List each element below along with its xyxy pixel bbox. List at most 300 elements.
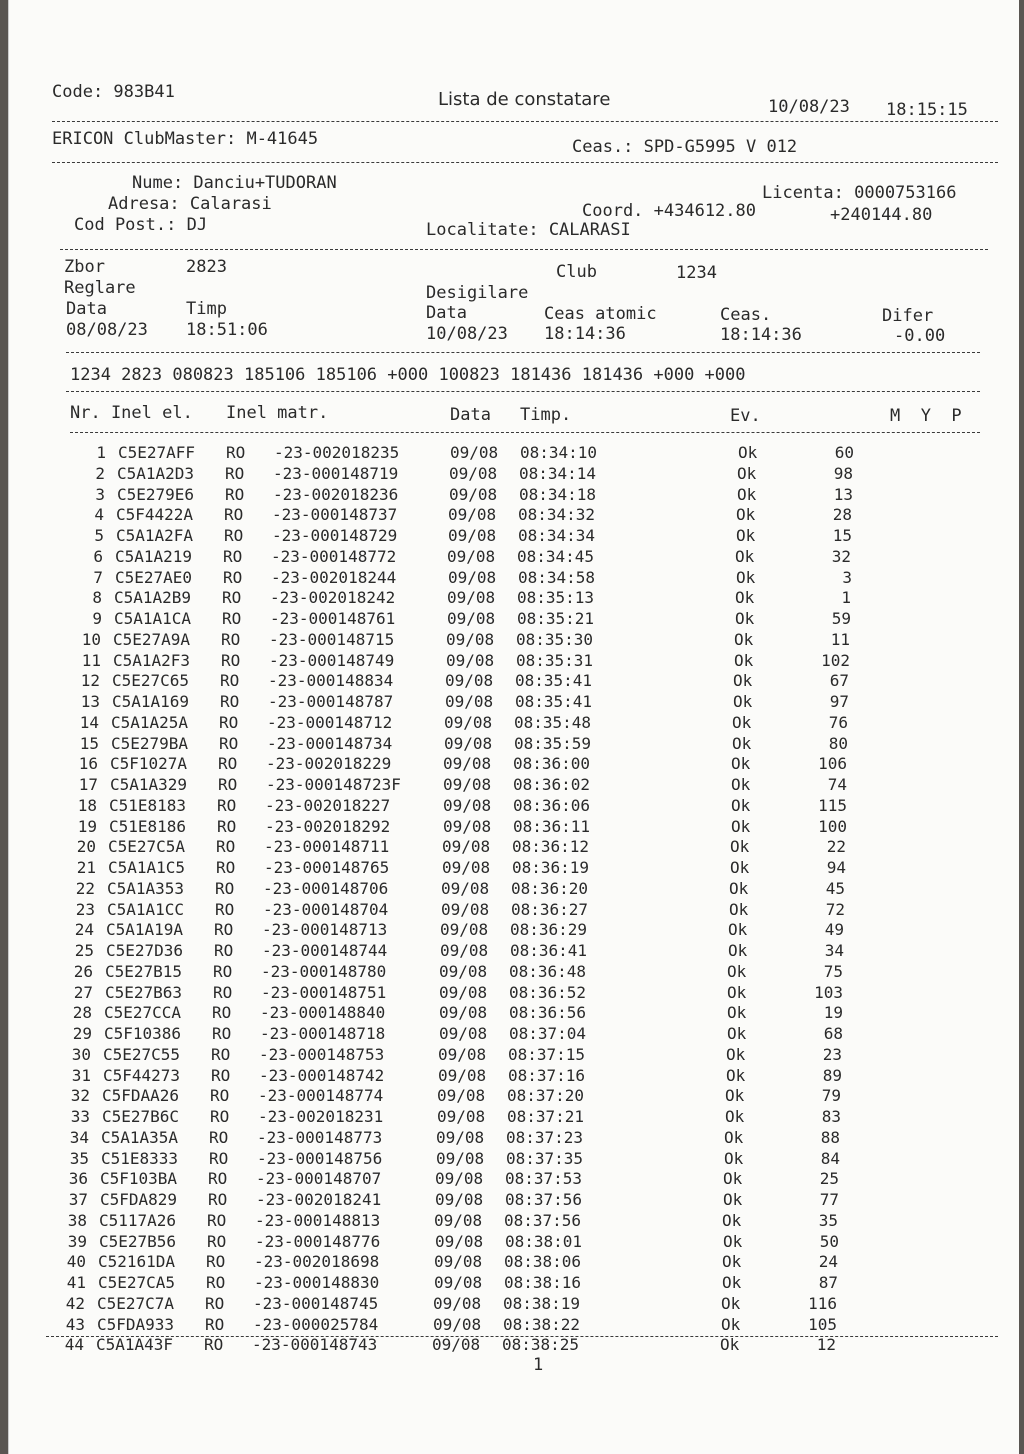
position-value: 116 [808, 1293, 837, 1313]
position-value: 72 [825, 899, 845, 919]
arrival-date: 09/08 [444, 733, 493, 753]
row-number: 9 [92, 609, 102, 628]
ring-country: RO [209, 1127, 229, 1147]
ring-electronic: C5E27A9A [113, 629, 191, 649]
ring-country: RO [225, 484, 245, 504]
arrival-time: 08:35:41 [515, 671, 593, 691]
position-value: 74 [827, 775, 847, 794]
event-status: Ok [723, 1190, 743, 1209]
event-status: Ok [731, 775, 751, 794]
table-row [0, 1273, 1024, 1293]
atomic-clock-label: Ceas atomic [544, 304, 657, 324]
ring-registration: -23-002018244 [271, 567, 397, 587]
ring-registration: -23-000148712 [267, 712, 393, 732]
separator [66, 352, 980, 353]
arrival-date: 09/08 [437, 1086, 486, 1106]
arrival-date: 09/08 [450, 443, 499, 462]
clock-label: Ceas. [720, 305, 772, 325]
table-row [0, 1045, 1024, 1065]
unsealing-date: 10/08/23 [426, 324, 508, 344]
ring-country: RO [220, 692, 240, 711]
ring-registration: -23-000148723F [266, 775, 401, 794]
arrival-date: 09/08 [435, 1190, 484, 1209]
arrival-date: 09/08 [448, 505, 497, 525]
ring-country: RO [211, 1044, 231, 1064]
arrival-time: 08:38:06 [504, 1252, 582, 1272]
event-status: Ok [726, 1044, 746, 1064]
col-header-time: Timp. [520, 405, 572, 425]
ring-electronic: C5A1A19A [106, 920, 184, 940]
event-status: Ok [730, 837, 750, 857]
event-status: Ok [732, 733, 752, 753]
event-status: Ok [723, 1169, 743, 1189]
position-value: 88 [820, 1127, 840, 1147]
arrival-time: 08:35:41 [515, 692, 593, 711]
ring-country: RO [215, 878, 235, 898]
arrival-date: 09/08 [436, 1127, 485, 1147]
row-number: 7 [93, 567, 103, 587]
position-value: 49 [824, 920, 844, 940]
clock-id: Ceas.: SPD-G5995 V 012 [572, 137, 798, 157]
separator [66, 391, 980, 392]
row-number: 28 [72, 1003, 92, 1023]
position-value: 94 [826, 858, 846, 877]
arrival-time: 08:35:30 [516, 629, 594, 649]
table-row [0, 837, 1024, 857]
arrival-time: 08:35:48 [514, 712, 592, 732]
arrival-time: 08:36:11 [513, 816, 591, 836]
position-value: 80 [828, 733, 848, 753]
row-number: 17 [78, 775, 98, 794]
event-status: Ok [725, 1086, 745, 1106]
event-status: Ok [727, 982, 747, 1002]
setting-time: 18:51:06 [186, 320, 268, 340]
row-number: 8 [92, 588, 102, 608]
position-value: 35 [818, 1210, 838, 1230]
ring-electronic: C5A1A25A [111, 712, 189, 732]
event-status: Ok [721, 1314, 741, 1334]
event-status: Ok [722, 1252, 742, 1272]
ring-registration: -23-000148753 [259, 1044, 385, 1064]
arrival-time: 08:37:35 [506, 1148, 584, 1168]
ring-electronic: C5F44273 [103, 1065, 181, 1085]
event-status: Ok [731, 816, 751, 836]
position-value: 76 [828, 712, 848, 732]
position-value: 34 [824, 941, 844, 960]
setting-label: Reglare [64, 278, 136, 298]
ring-electronic: C5FDAA26 [102, 1086, 180, 1106]
ring-country: RO [212, 1024, 232, 1043]
event-status: Ok [736, 526, 756, 545]
col-header-nr-ring: Nr. Inel el. [70, 403, 193, 423]
arrival-date: 09/08 [433, 1314, 482, 1334]
table-row [0, 692, 1024, 712]
row-number: 33 [70, 1107, 90, 1126]
table-row [0, 443, 1024, 463]
row-number: 22 [75, 878, 95, 898]
arrival-time: 08:37:23 [506, 1127, 584, 1147]
arrival-time: 08:38:01 [505, 1231, 583, 1251]
ring-country: RO [205, 1314, 225, 1334]
ring-country: RO [214, 941, 234, 960]
position-value: 3 [842, 567, 852, 587]
arrival-date: 09/08 [434, 1210, 483, 1230]
row-number: 40 [66, 1252, 86, 1272]
table-row [0, 464, 1024, 484]
position-value: 59 [831, 609, 851, 628]
ring-country: RO [215, 899, 235, 919]
arrival-time: 08:35:21 [517, 609, 595, 628]
arrival-date: 09/08 [439, 1003, 488, 1023]
event-status: Ok [725, 1107, 745, 1126]
atomic-clock-time: 18:14:36 [544, 324, 626, 344]
ring-country: RO [221, 650, 241, 670]
table-row [0, 1294, 1024, 1314]
col-header-date: Data [450, 405, 491, 425]
print-date: 10/08/23 [768, 97, 850, 117]
coordinates-second: +240144.80 [830, 205, 933, 225]
ring-electronic: C5A1A1CC [107, 899, 185, 919]
arrival-date: 09/08 [435, 1169, 484, 1189]
ring-registration: -23-002018227 [265, 795, 391, 815]
ring-registration: -23-000148761 [270, 609, 396, 628]
ring-registration: -23-000148840 [260, 1003, 386, 1023]
position-value: 13 [833, 484, 853, 504]
row-number: 15 [79, 733, 99, 753]
ring-registration: -23-000148772 [271, 546, 397, 566]
unsealing-date-label: Data [426, 303, 467, 323]
difference-label: Difer [882, 306, 934, 326]
ring-registration: -23-000025784 [253, 1314, 379, 1334]
row-number: 12 [80, 671, 100, 691]
table-row [0, 1211, 1024, 1231]
arrival-time: 08:37:04 [509, 1024, 587, 1043]
ring-country: RO [205, 1293, 225, 1313]
table-row [0, 1128, 1024, 1148]
license-number: Licenta: 0000753166 [762, 183, 957, 203]
arrival-time: 08:38:16 [504, 1273, 582, 1292]
event-status: Ok [732, 712, 752, 732]
ring-electronic: C5E27C55 [103, 1044, 181, 1064]
ring-registration: -23-000148756 [257, 1148, 383, 1168]
event-status: Ok [722, 1210, 742, 1230]
ring-country: RO [213, 982, 233, 1002]
ring-electronic: C5E27B6C [102, 1107, 180, 1126]
ring-registration: -23-002018698 [254, 1252, 380, 1272]
arrival-date: 09/08 [446, 650, 495, 670]
ring-electronic: C5E27C7A [97, 1293, 175, 1313]
club-label: Club [556, 262, 597, 282]
ring-registration: -23-000148830 [254, 1273, 380, 1292]
table-row [0, 485, 1024, 505]
table-row [0, 1107, 1024, 1127]
arrival-date: 09/08 [433, 1293, 482, 1313]
ring-registration: -23-000148715 [269, 629, 395, 649]
position-value: 1 [841, 588, 851, 608]
event-status: Ok [720, 1335, 740, 1355]
ring-country: RO [212, 1003, 232, 1023]
row-number: 1 [96, 443, 106, 462]
ring-registration: -23-000148718 [260, 1024, 386, 1043]
position-value: 11 [830, 629, 850, 649]
ring-electronic: C5E27CA5 [98, 1273, 176, 1292]
position-value: 32 [831, 546, 851, 566]
ring-country: RO [223, 567, 243, 587]
position-value: 24 [818, 1252, 838, 1272]
table-row [0, 1149, 1024, 1169]
table-row [0, 1066, 1024, 1086]
ring-electronic: C5A1A2F3 [113, 650, 191, 670]
arrival-time: 08:36:12 [512, 837, 590, 857]
ring-registration: -23-000148765 [264, 858, 390, 877]
row-number: 35 [69, 1148, 89, 1168]
table-row [0, 1086, 1024, 1106]
row-number: 24 [74, 920, 94, 940]
ring-country: RO [209, 1148, 229, 1168]
event-status: Ok [724, 1127, 744, 1147]
table-row [0, 775, 1024, 795]
ring-electronic: C5FDA829 [100, 1190, 178, 1209]
ring-country: RO [216, 837, 236, 857]
event-status: Ok [734, 650, 754, 670]
ring-country: RO [224, 505, 244, 525]
position-value: 60 [834, 443, 854, 462]
arrival-date: 09/08 [449, 484, 498, 504]
ring-registration: -23-000148745 [253, 1293, 379, 1313]
position-value: 106 [818, 754, 847, 774]
ring-registration: -23-000148742 [259, 1065, 385, 1085]
separator [60, 249, 988, 250]
row-number: 4 [94, 505, 104, 525]
table-row [0, 526, 1024, 546]
arrival-time: 08:37:21 [507, 1107, 585, 1126]
position-value: 115 [818, 795, 847, 815]
ring-country: RO [204, 1335, 224, 1355]
ring-country: RO [210, 1086, 230, 1106]
ring-registration: -23-002018242 [270, 588, 396, 608]
arrival-date: 09/08 [440, 920, 489, 940]
table-row [0, 588, 1024, 608]
club-number: 1234 [676, 263, 717, 283]
row-number: 37 [68, 1190, 88, 1209]
arrival-date: 09/08 [445, 671, 494, 691]
ring-electronic: C5E27C5A [108, 837, 186, 857]
ring-country: RO [213, 961, 233, 981]
ring-registration: -23-000148734 [267, 733, 393, 753]
position-value: 87 [818, 1273, 838, 1292]
event-status: Ok [731, 754, 751, 774]
position-value: 50 [819, 1231, 839, 1251]
ring-country: RO [217, 795, 237, 815]
arrival-time: 08:35:31 [516, 650, 594, 670]
row-number: 42 [65, 1293, 85, 1313]
row-number: 10 [81, 629, 101, 649]
ring-country: RO [222, 609, 242, 628]
arrival-time: 08:35:13 [517, 588, 595, 608]
position-value: 105 [808, 1314, 837, 1334]
separator [46, 1336, 998, 1337]
arrival-time: 08:37:20 [507, 1086, 585, 1106]
setting-date-label: Data [66, 299, 107, 319]
ring-registration: -23-002018229 [266, 754, 392, 774]
arrival-date: 09/08 [443, 775, 492, 794]
arrival-time: 08:34:18 [519, 484, 597, 504]
arrival-time: 08:34:58 [518, 567, 596, 587]
arrival-time: 08:36:52 [509, 982, 587, 1002]
arrival-time: 08:34:10 [520, 443, 598, 462]
position-value: 77 [819, 1190, 839, 1209]
ring-country: RO [217, 816, 237, 836]
event-status: Ok [731, 795, 751, 815]
event-status: Ok [729, 878, 749, 898]
ring-registration: -23-000148776 [255, 1231, 381, 1251]
table-row [0, 1335, 1024, 1355]
arrival-date: 09/08 [443, 754, 492, 774]
setting-date: 08/08/23 [66, 320, 148, 340]
arrival-date: 09/08 [444, 712, 493, 732]
unsealing-label: Desigilare [426, 283, 529, 303]
table-row [0, 734, 1024, 754]
table-row [0, 817, 1024, 837]
row-number: 30 [71, 1044, 91, 1064]
position-value: 100 [818, 816, 847, 836]
row-number: 39 [67, 1231, 87, 1251]
ring-electronic: C5E27D36 [106, 941, 184, 960]
ring-country: RO [216, 858, 236, 877]
ring-electronic: C5A1A2B9 [114, 588, 192, 608]
ring-electronic: C5A1A1C5 [108, 858, 186, 877]
ring-registration: -23-002018241 [256, 1190, 382, 1209]
event-status: Ok [735, 609, 755, 628]
row-number: 16 [78, 754, 98, 774]
flight-label: Zbor [64, 257, 105, 277]
ring-registration: -23-000148749 [269, 650, 395, 670]
ring-electronic: C5A1A329 [110, 775, 188, 794]
ring-electronic: C5E27B56 [99, 1231, 177, 1251]
arrival-time: 08:36:29 [510, 920, 588, 940]
row-number: 13 [80, 692, 100, 711]
arrival-time: 08:34:14 [519, 463, 597, 483]
ring-country: RO [206, 1273, 226, 1292]
table-row [0, 1232, 1024, 1252]
arrival-time: 08:37:53 [505, 1169, 583, 1189]
position-value: 97 [829, 692, 849, 711]
ring-country: RO [226, 443, 246, 462]
arrival-date: 09/08 [447, 546, 496, 566]
row-number: 11 [81, 650, 101, 670]
arrival-date: 09/08 [443, 795, 492, 815]
ring-country: RO [219, 733, 239, 753]
ring-electronic: C5A1A43F [96, 1335, 174, 1355]
position-value: 75 [823, 961, 843, 981]
position-value: 98 [833, 463, 853, 483]
ring-country: RO [207, 1231, 227, 1251]
event-status: Ok [737, 484, 757, 504]
table-row [0, 1024, 1024, 1044]
ring-country: RO [224, 526, 244, 545]
position-value: 67 [829, 671, 849, 691]
ring-country: RO [208, 1190, 228, 1209]
arrival-time: 08:37:16 [508, 1065, 586, 1085]
position-value: 15 [832, 526, 852, 545]
table-row [0, 568, 1024, 588]
ring-registration: -23-000148713 [262, 920, 388, 940]
event-status: Ok [734, 629, 754, 649]
flight-number: 2823 [186, 257, 227, 277]
arrival-time: 08:36:00 [513, 754, 591, 774]
ring-electronic: C5117A26 [99, 1210, 177, 1230]
arrival-date: 09/08 [441, 878, 490, 898]
ring-registration: -23-000148780 [261, 961, 387, 981]
ring-country: RO [221, 629, 241, 649]
ring-registration: -23-002018231 [258, 1107, 384, 1126]
ring-electronic: C5A1A219 [115, 546, 193, 566]
ring-registration: -23-002018235 [274, 443, 400, 462]
position-value: 23 [822, 1044, 842, 1064]
ring-electronic: C52161DA [98, 1252, 176, 1272]
ring-electronic: C51E8186 [109, 816, 187, 836]
separator [70, 432, 980, 433]
ring-country: RO [219, 712, 239, 732]
row-number: 29 [72, 1024, 92, 1043]
ring-registration: -23-000148773 [257, 1127, 383, 1147]
event-status: Ok [723, 1231, 743, 1251]
row-number: 2 [95, 463, 105, 483]
row-number: 38 [67, 1210, 87, 1230]
summary-line: 1234 2823 080823 185106 185106 +000 100823 181436 181436 +000 +000 [70, 365, 746, 385]
position-value: 84 [820, 1148, 840, 1168]
arrival-time: 08:36:20 [511, 878, 589, 898]
event-status: Ok [721, 1293, 741, 1313]
arrival-date: 09/08 [435, 1231, 484, 1251]
ring-registration: -23-000148744 [262, 941, 388, 960]
ring-registration: -23-000148787 [268, 692, 394, 711]
ring-country: RO [220, 671, 240, 691]
position-value: 89 [822, 1065, 842, 1085]
arrival-time: 08:38:22 [503, 1314, 581, 1334]
print-time: 18:15:15 [886, 100, 968, 120]
ring-country: RO [218, 754, 238, 774]
row-number: 44 [64, 1335, 84, 1355]
owner-name: Nume: Danciu+TUDORAN [132, 173, 337, 193]
ring-country: RO [207, 1210, 227, 1230]
position-value: 28 [832, 505, 852, 525]
table-row [0, 1252, 1024, 1272]
arrival-date: 09/08 [445, 692, 494, 711]
position-value: 83 [821, 1107, 841, 1126]
row-number: 31 [71, 1065, 91, 1085]
table-row [0, 879, 1024, 899]
separator [52, 121, 998, 122]
table-row [0, 983, 1024, 1003]
arrival-date: 09/08 [432, 1335, 481, 1355]
col-header-myp: M Y P [890, 406, 962, 426]
code-label: Code: 983B41 [52, 82, 175, 102]
ring-electronic: C51E8333 [101, 1148, 179, 1168]
row-number: 23 [75, 899, 95, 919]
event-status: Ok [733, 692, 753, 711]
table-row [0, 900, 1024, 920]
arrival-time: 08:37:15 [508, 1044, 586, 1064]
position-value: 22 [826, 837, 846, 857]
event-status: Ok [735, 588, 755, 608]
row-number: 43 [65, 1314, 85, 1334]
arrival-time: 08:34:32 [518, 505, 596, 525]
event-status: Ok [736, 567, 756, 587]
table-row [0, 962, 1024, 982]
owner-postcode: Cod Post.: DJ [74, 215, 208, 235]
row-number: 21 [76, 858, 96, 877]
